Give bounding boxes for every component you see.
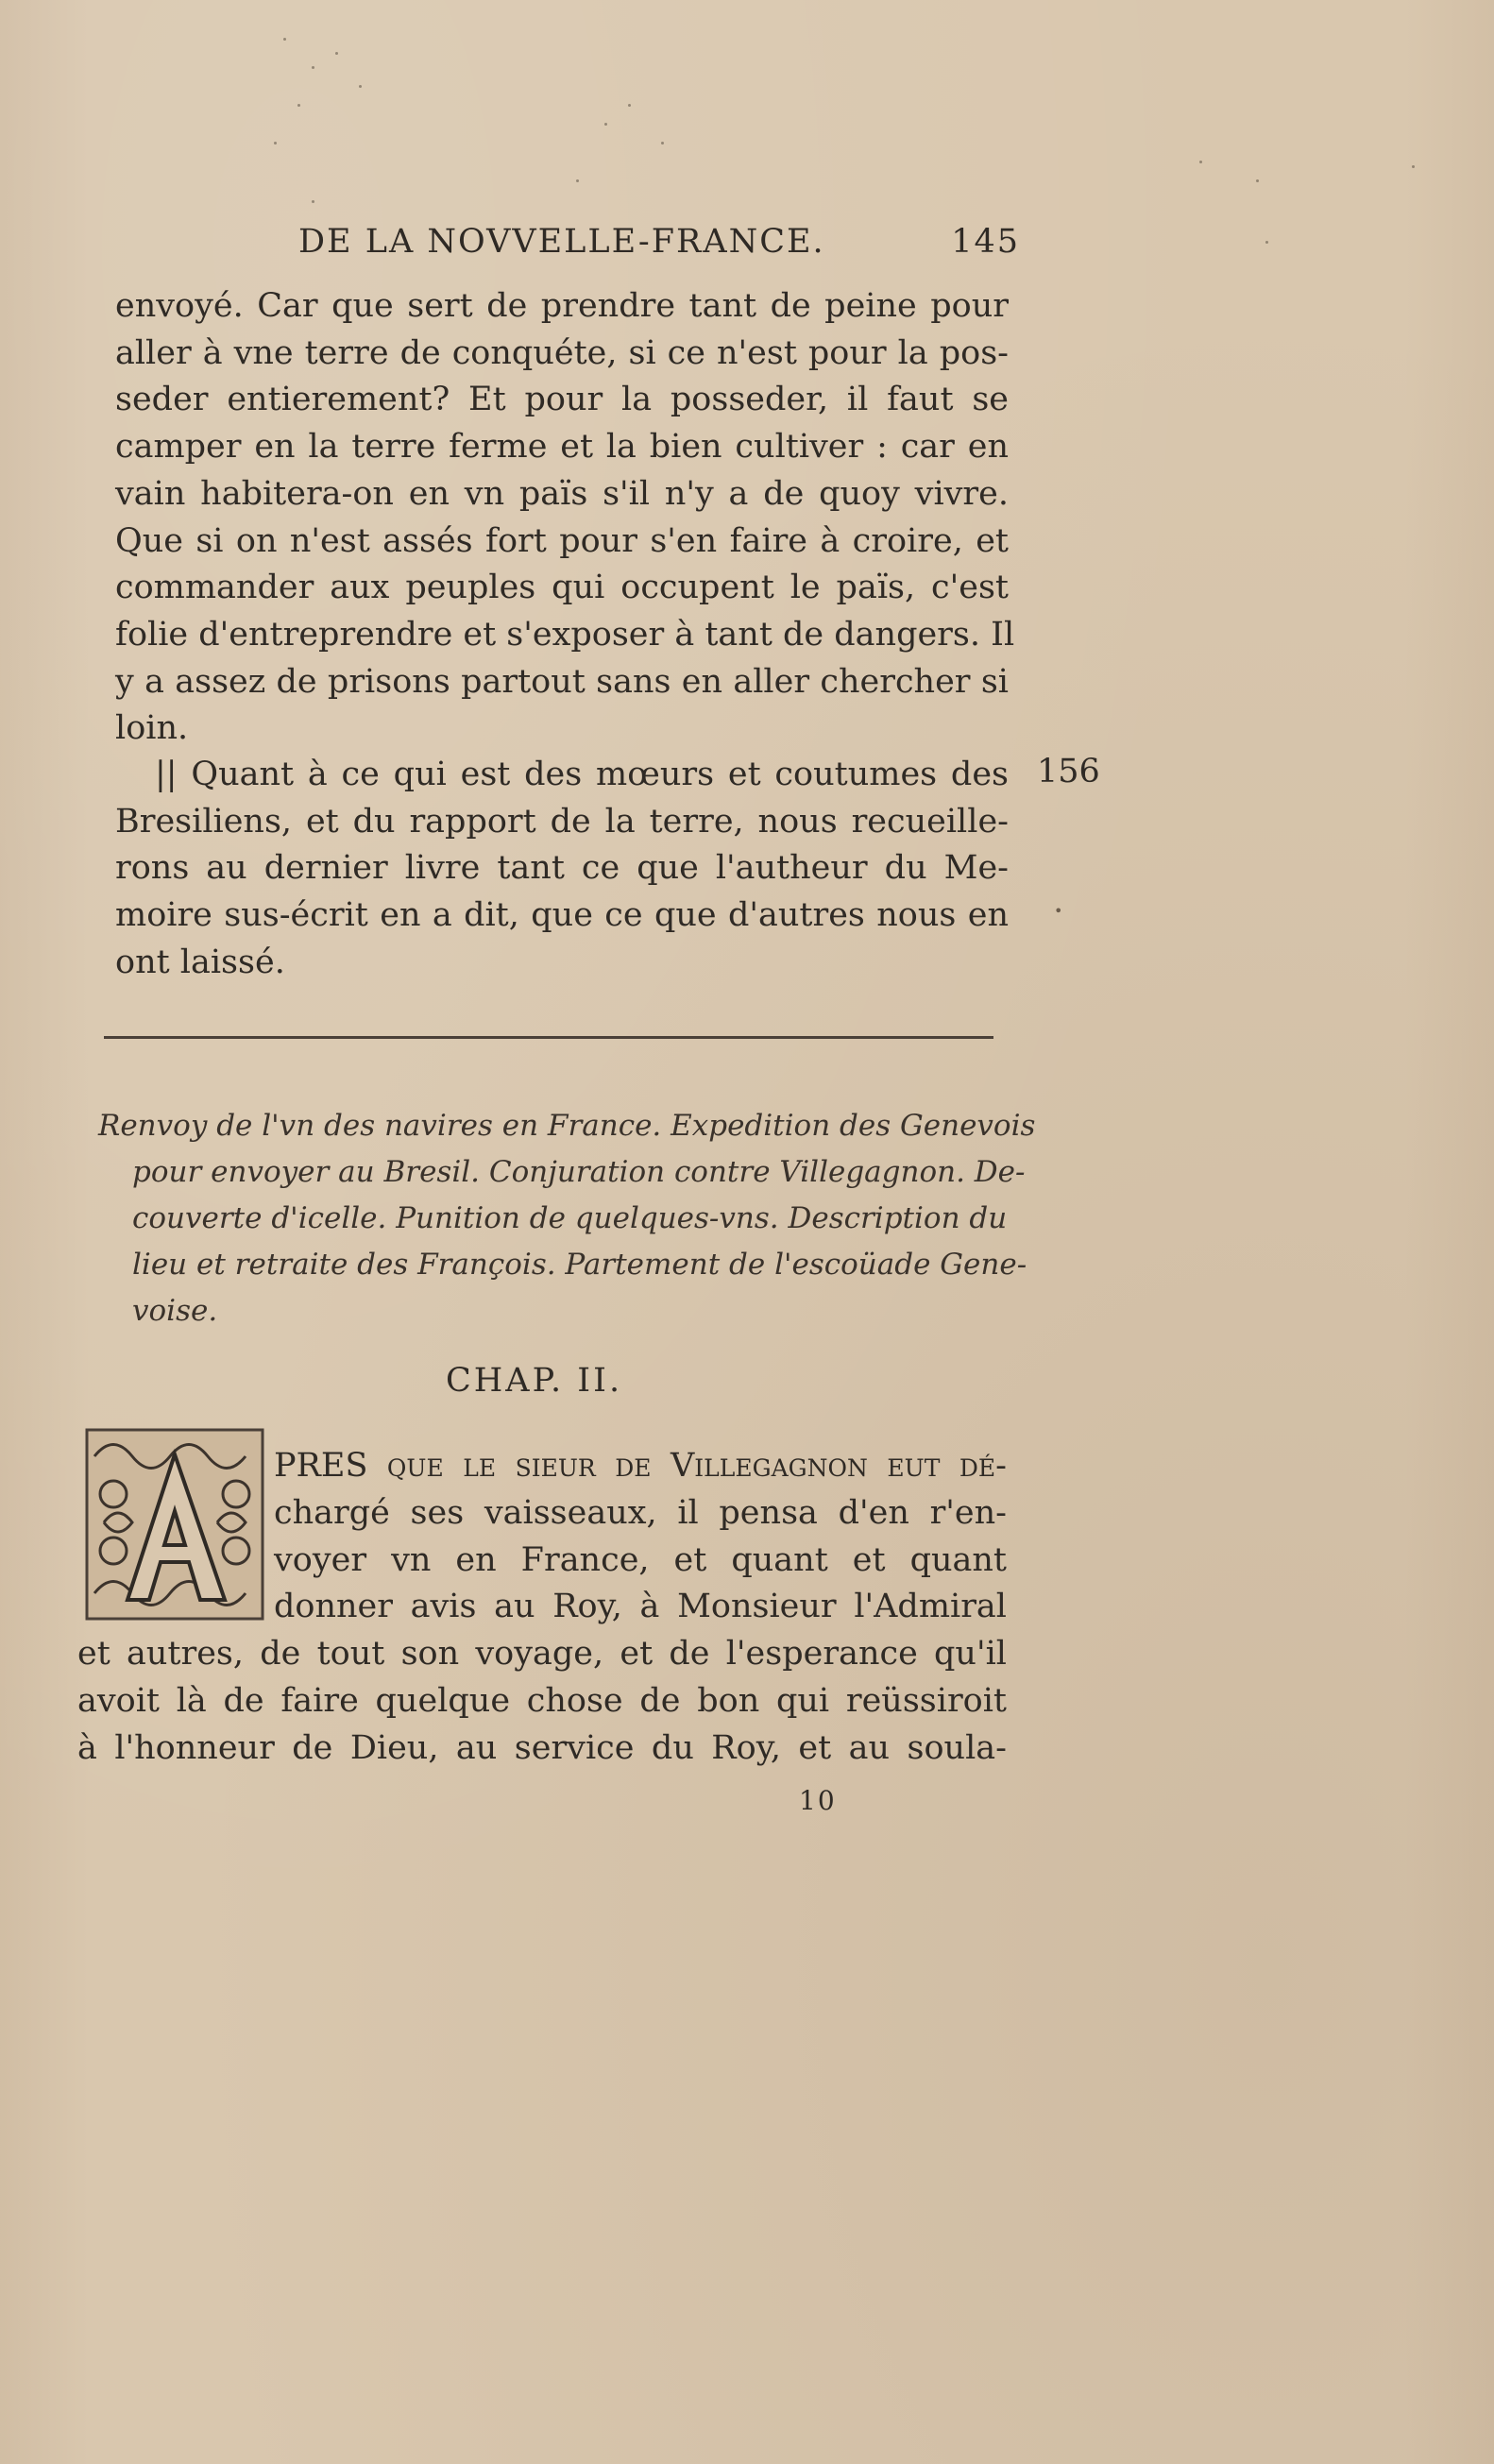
margin-page-reference: 156 xyxy=(1037,753,1100,790)
chapter-summary xyxy=(98,1103,1036,1334)
signature-mark: 10 xyxy=(799,1785,837,1816)
text-line: à l'honneur de Dieu, au service du Roy, et au soula- xyxy=(77,1728,1007,1767)
chapter-heading: CHAP. II. xyxy=(446,1362,623,1400)
text-line: camper en la terre ferme et la bien cultiver : car en xyxy=(115,428,1009,467)
running-title: DE LA NOVVELLE-FRANCE. xyxy=(298,223,825,261)
text-line: ont laissé. xyxy=(115,943,285,981)
section-rule xyxy=(104,1036,993,1039)
summary-line: lieu et retraite des François. Partement de l'escoüade Gene- xyxy=(132,1248,1027,1282)
summary-line: voise. xyxy=(132,1294,218,1328)
page-number: 145 xyxy=(951,223,1020,261)
text-line: commander aux peuples qui occupent le païs, c'est xyxy=(115,569,1009,607)
text-line: y a assez de prisons partout sans en aller chercher si xyxy=(115,662,1009,701)
text-line: donner avis au Roy, à Monsieur l'Admiral xyxy=(274,1588,1007,1626)
text-line: aller à vne terre de conquéte, si ce n'est pour la pos- xyxy=(115,333,1009,372)
text-line xyxy=(274,1443,1007,1490)
text-line: moire sus-écrit en a dit, que ce que d'autres nous en xyxy=(115,896,1009,935)
text-line: loin. xyxy=(115,709,189,748)
chapter-body xyxy=(77,1443,1007,1773)
first-line-text: PRES que le sieur de Villegagnon eut dé- xyxy=(274,1447,1007,1485)
text-line: avoit là de faire quelque chose de bon qui reüssiroit xyxy=(77,1681,1007,1720)
paragraph-2 xyxy=(115,752,1009,987)
margin-dot: • xyxy=(1054,902,1063,920)
text-line: chargé ses vaisseaux, il pensa d'en r'en- xyxy=(274,1493,1007,1532)
text-line: rons au dernier livre tant ce que l'autheur du Me- xyxy=(115,849,1009,888)
text-line: envoyé. Car que sert de prendre tant de peine pour xyxy=(115,287,1009,325)
text-line: folie d'entreprendre et s'exposer à tant de dangers. Il xyxy=(115,615,1015,654)
text-line: voyer vn en France, et quant et quant xyxy=(274,1540,1007,1579)
summary-line: couverte d'icelle. Punition de quelques-vns. Description du xyxy=(132,1201,1008,1235)
text-line: Que si on n'est assés fort pour s'en faire à croire, et xyxy=(115,521,1009,560)
text-line: vain habitera-on en vn païs s'il n'y a de quoy vivre. xyxy=(115,474,1009,513)
text-line: Bresiliens, et du rapport de la terre, nous recueille- xyxy=(115,802,1009,841)
paragraph-1 xyxy=(115,283,1015,753)
running-header xyxy=(298,223,1020,270)
summary-line: Renvoy de l'vn des navires en France. Expedition des Genevois xyxy=(98,1109,1036,1143)
summary-line: pour envoyer au Bresil. Conjuration contre Villegagnon. De- xyxy=(132,1155,1026,1189)
text-line: seder entierement? Et pour la posseder, il faut se xyxy=(115,381,1009,419)
text-line: || Quant à ce qui est des mœurs et coutumes des xyxy=(155,756,1009,793)
text-line: et autres, de tout son voyage, et de l'esperance qu'il xyxy=(77,1635,1007,1674)
